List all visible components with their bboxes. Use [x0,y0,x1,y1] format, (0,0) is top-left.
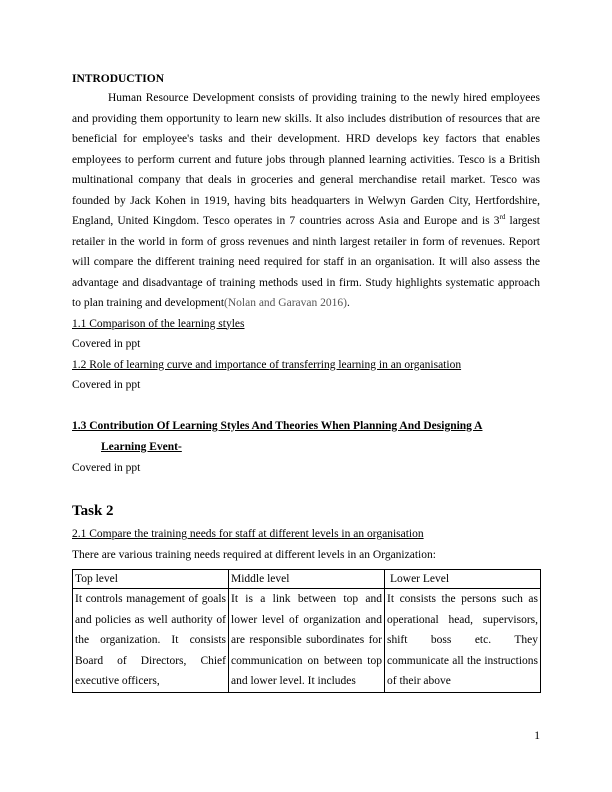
cell-text: It consists the persons such as operational head, supervisors, shift boss etc. They communicate all the instructions of their above [387,593,538,687]
task-2-heading: Task 2 [72,503,114,519]
section-1-3-body: Covered in ppt [72,461,141,474]
column-header-lower-level: Lower Level [385,570,541,589]
section-2-1-intro: There are various training needs required at different levels in an Organization: [72,548,436,561]
section-2-1-title: 2.1 Compare the training needs for staff at different levels in an organisation [72,528,424,540]
section-1-2-body: Covered in ppt [72,379,141,391]
section-1-1-body: Covered in ppt [72,338,141,350]
table-row [73,589,541,693]
page-content [72,70,540,693]
training-needs-table [72,569,541,693]
cell-text: It is a link between top and lower level of organization and are responsible subordinates for communication on between top and lower level. It includes [231,593,382,687]
citation: (Nolan and Garavan 2016) [224,297,347,309]
intro-text-part1: Human Resource Development consists of providing training to the newly hired employees and providing them opportunity to learn new skills. It also includes distribution of resources that are beneficial for employee's tasks and their development. HRD develops key factors that enables employees to perform current and future jobs through planned learning activities. Tesco is a British multinational company that deals in groceries and general merchandise retail market. Tesco was founded by Jack Kohen in 1919, having bits headquarters in Welwyn Garden City, Hertfordshire, England, United Kingdom. Tesco operates in 7 countries across Asia and Europe and is 3 [72,92,540,227]
column-header-top-level: Top level [73,570,229,589]
page-number: 1 [534,730,540,742]
spacer [72,396,540,416]
ordinal-superscript: rd [499,213,506,222]
table-cell-lower-level [385,589,541,693]
section-1-2-title: 1.2 Role of learning curve and importance of transferring learning in an organisation [72,358,462,371]
section-1-3-title-line2: Learning Event- [101,440,182,453]
section-1-3-title [72,416,540,458]
section-1-3-title-line1: 1.3 Contribution Of Learning Styles And Theories When Planning And Designing A [72,419,483,432]
table-cell-middle-level [229,589,385,693]
introduction-paragraph [72,88,540,314]
table-header-row [73,570,541,589]
spacer [72,478,540,498]
section-1-1-title: 1.1 Comparison of the learning styles [72,317,245,330]
cell-text: It controls management of goals and policies as well authority of the organization. It consists Board of Directors, Chief executive officers, [75,593,226,687]
introduction-heading: INTRODUCTION [72,73,165,85]
intro-text-end: . [346,297,350,309]
column-header-middle-level: Middle level [229,570,385,589]
table-cell-top-level [73,589,229,693]
intro-text-part2: largest retailer in the world in form of gross revenues and ninth largest retailer in form of revenues. Report will compare the different training need required for staff in an organisation. It will also assess the advantage and disadvantage of training methods used in firm. Study highlights systematic approach to plan training and development [72,215,541,309]
